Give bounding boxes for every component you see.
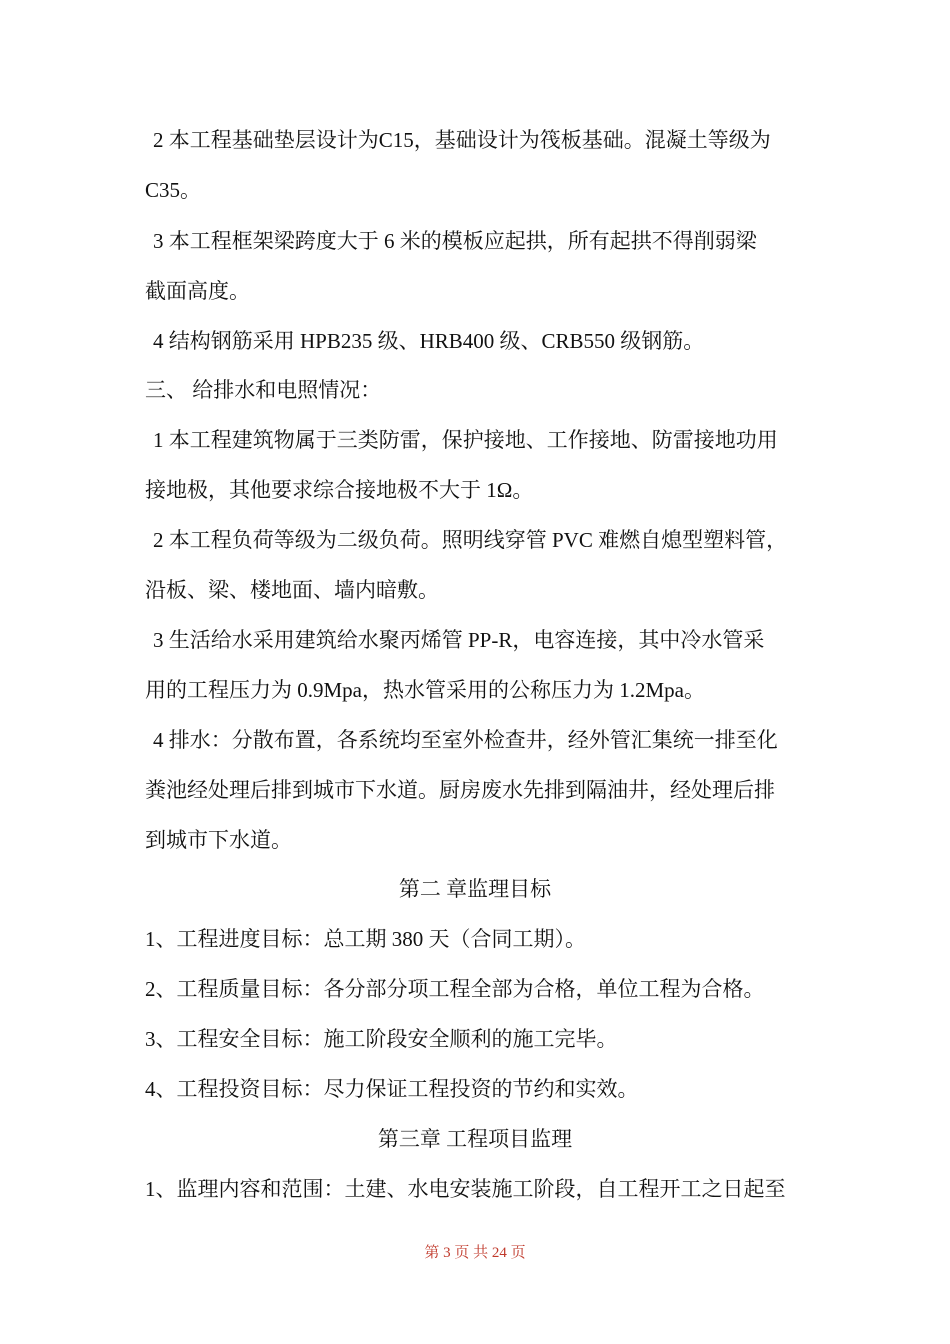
paragraph-line: 用的工程压力为 0.9Mpa，热水管采用的公称压力为 1.2Mpa。 (145, 678, 705, 702)
list-item: 2、工程质量目标：各分部分项工程全部为合格，单位工程为合格。 (145, 977, 765, 1001)
paragraph-line: 2 本工程基础垫层设计为C15，基础设计为筏板基础。混凝土等级为 (153, 128, 771, 152)
paragraph-line: 2 本工程负荷等级为二级负荷。照明线穿管 PVC 难燃自熄型塑料管， (153, 528, 788, 552)
paragraph-line: 截面高度。 (145, 279, 250, 303)
paragraph-line: 1 本工程建筑物属于三类防雷，保护接地、工作接地、防雷接地功用 (153, 428, 778, 452)
paragraph-line: 接地极，其他要求综合接地极不大于 1Ω。 (145, 478, 534, 502)
paragraph-line: 3 本工程框架梁跨度大于 6 米的模板应起拱，所有起拱不得削弱梁 (153, 229, 757, 253)
paragraph-line: 沿板、梁、楼地面、墙内暗敷。 (145, 578, 439, 602)
section-heading: 三、 给排水和电照情况： (145, 378, 382, 402)
chapter-heading: 第二 章监理目标 (398, 877, 552, 901)
page-footer: 第 3 页 共 24 页 (424, 1245, 526, 1261)
paragraph-line: 到城市下水道。 (145, 828, 292, 852)
paragraph-line: C35。 (145, 178, 202, 202)
list-item: 1、监理内容和范围：土建、水电安装施工阶段，自工程开工之日起至 (145, 1177, 786, 1201)
paragraph-line: 粪池经处理后排到城市下水道。厨房废水先排到隔油井，经处理后排 (145, 778, 775, 802)
paragraph-line: 3 生活给水采用建筑给水聚丙烯管 PP-R，电容连接，其中冷水管采 (153, 628, 765, 652)
list-item: 1、工程进度目标：总工期 380 天（合同工期）。 (145, 927, 586, 951)
list-item: 4、工程投资目标：尽力保证工程投资的节约和实效。 (145, 1077, 639, 1101)
chapter-heading: 第三章 工程项目监理 (377, 1127, 573, 1151)
paragraph-line: 4 排水：分散布置，各系统均至室外检查井，经外管汇集统一排至化 (153, 728, 778, 752)
paragraph-line: 4 结构钢筋采用 HPB235 级、HRB400 级、CRB550 级钢筋。 (153, 329, 705, 353)
list-item: 3、工程安全目标：施工阶段安全顺利的施工完毕。 (145, 1027, 618, 1051)
